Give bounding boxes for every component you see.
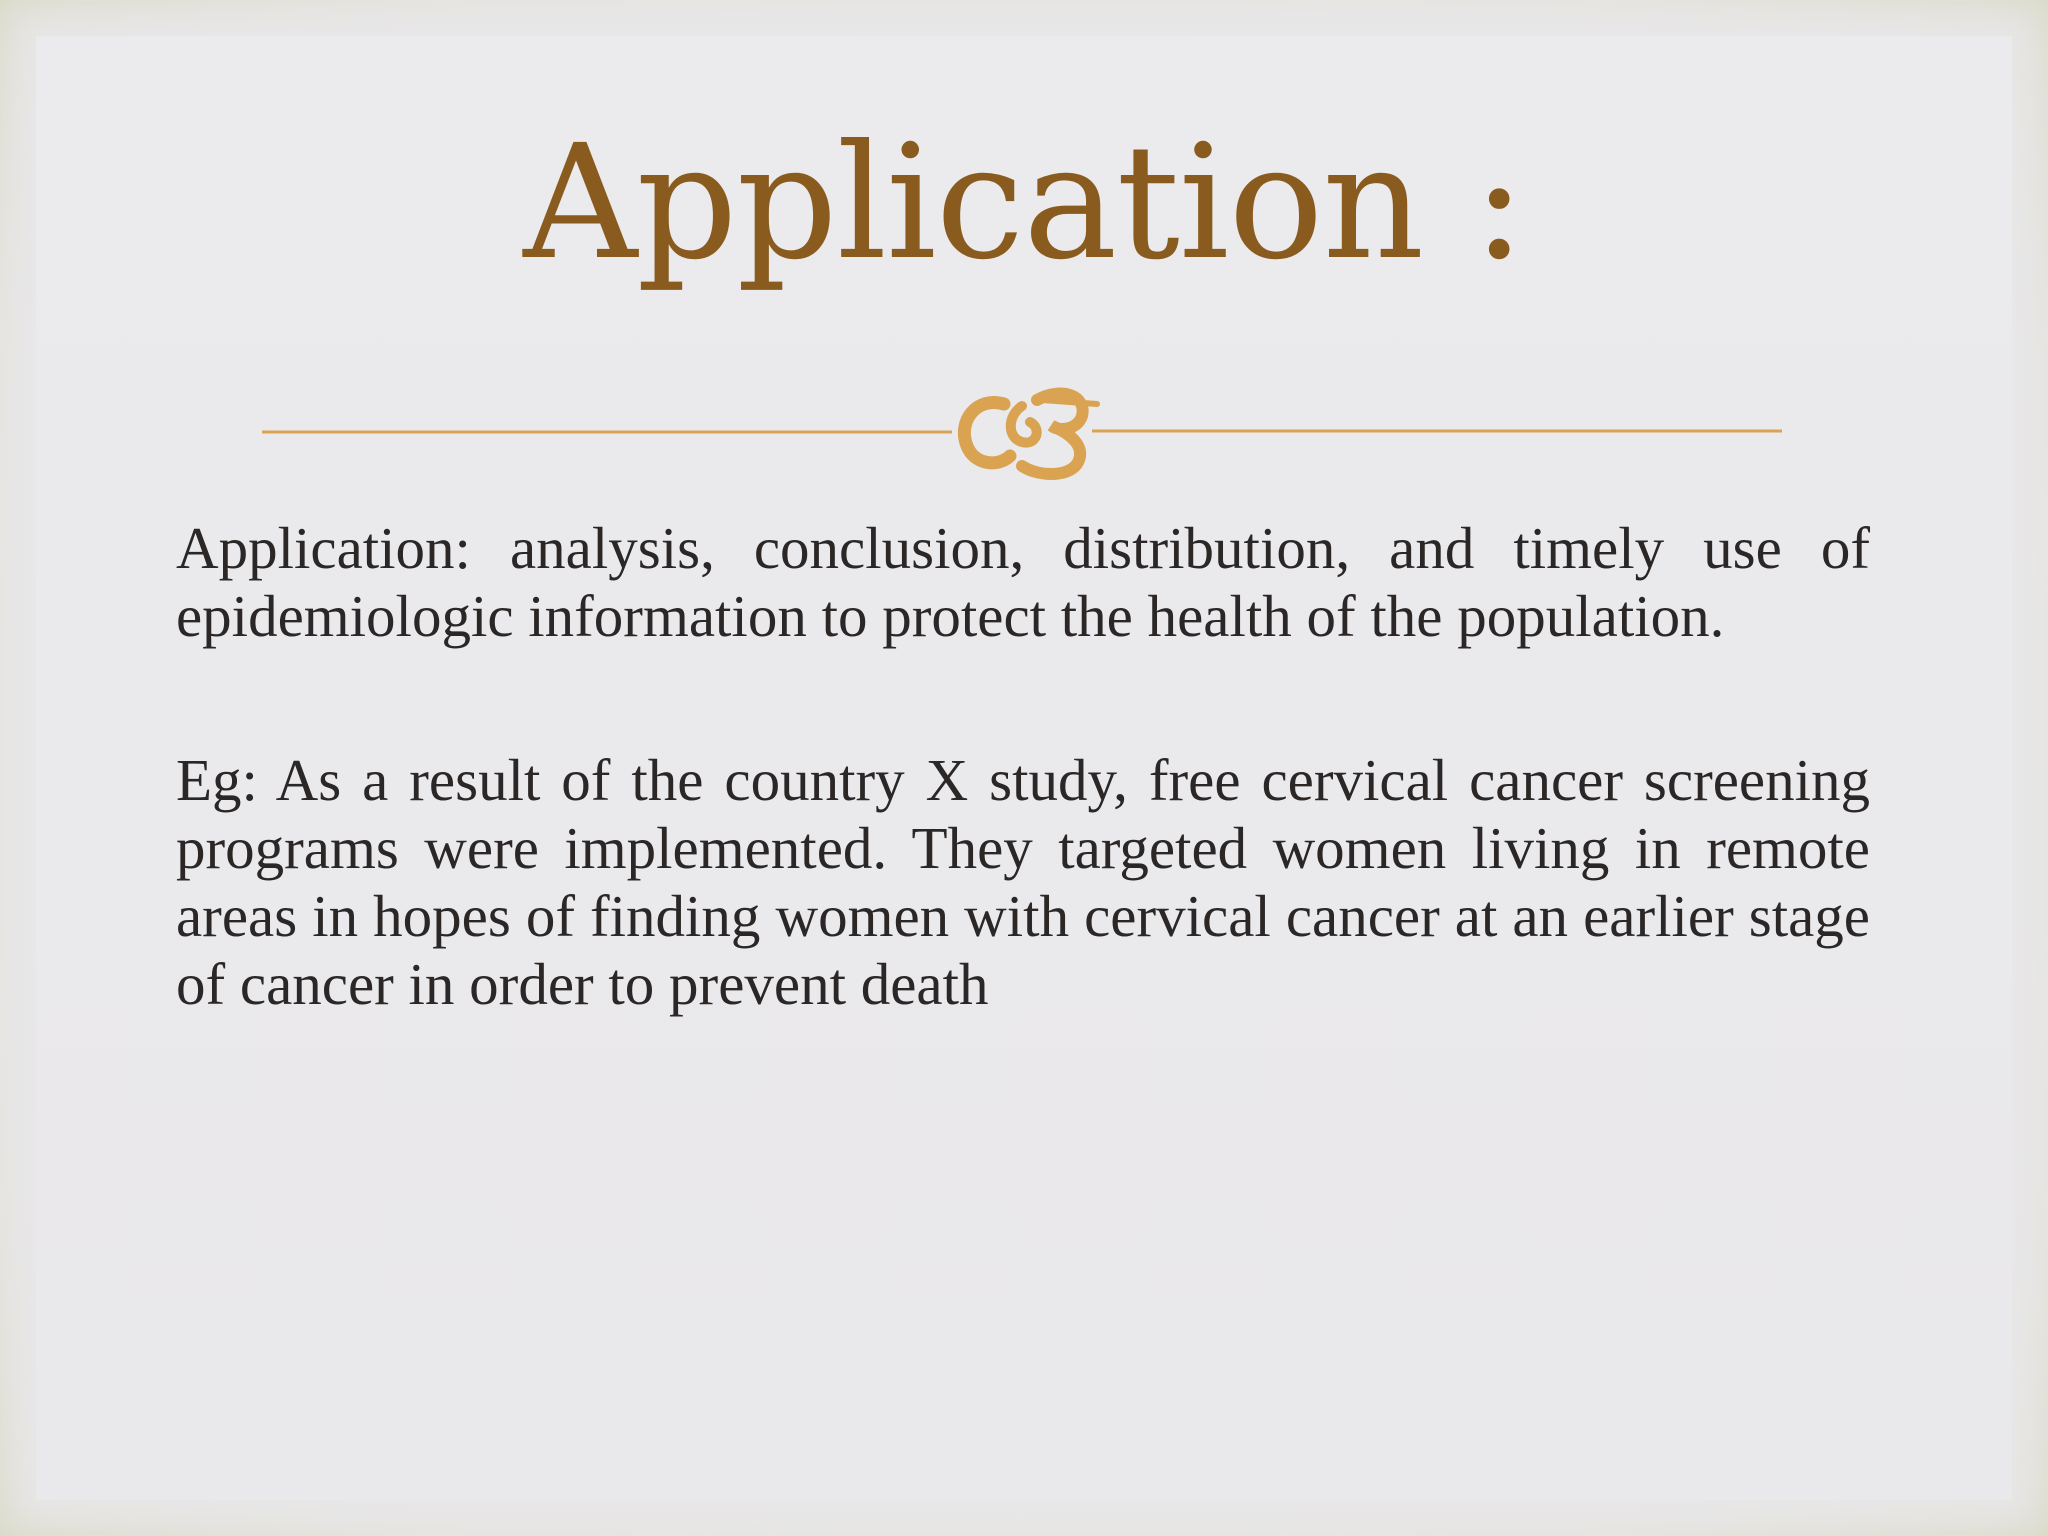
paragraph-example: Eg: As a result of the country X study, free cervical cancer screening programs were implemented. They targeted women living in remote areas in hopes of finding women with cervical cancer at an earlier stage of cancer in order to prevent death [176, 747, 1870, 1017]
slide-title: Application : [523, 111, 1525, 295]
title-divider [262, 376, 1782, 486]
paragraph-definition: Application: analysis, conclusion, distribution, and timely use of epidemiologic information to protect the health of the population. [176, 515, 1870, 649]
ornament-icon [964, 393, 1097, 474]
